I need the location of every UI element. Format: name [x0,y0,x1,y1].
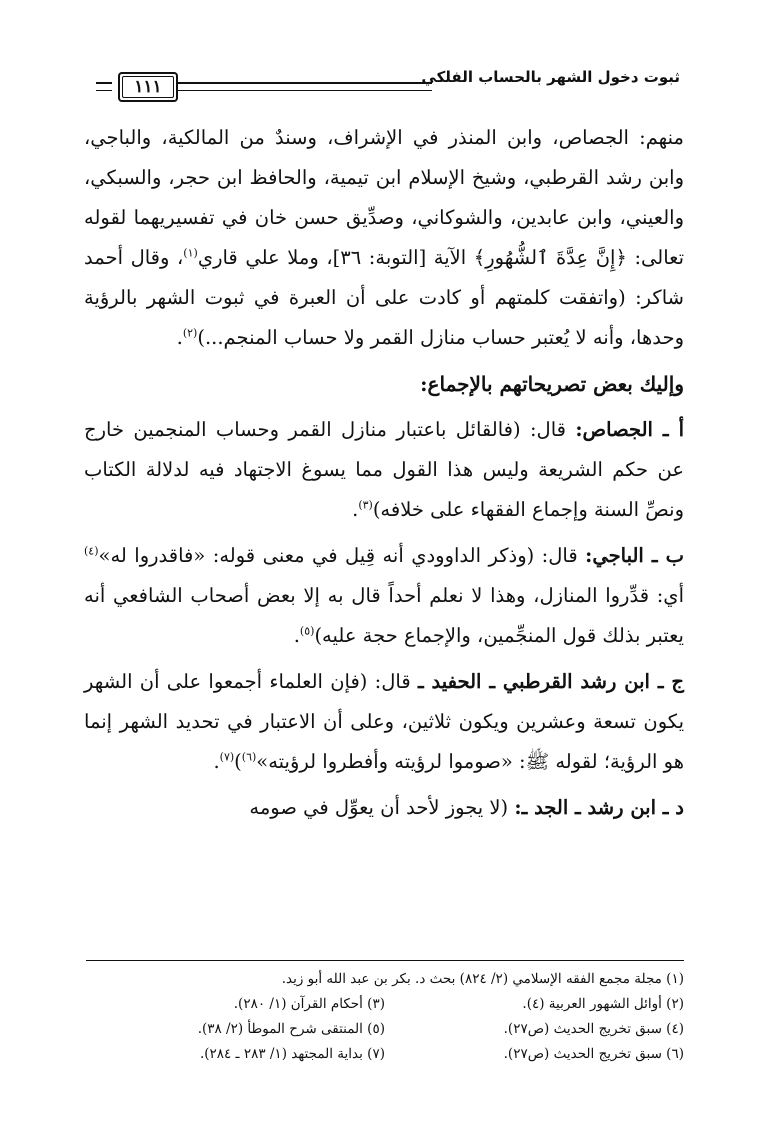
paragraph-a [84,410,684,530]
item-text-2: ) [234,750,242,773]
footnote-ref: (٦) [241,750,257,764]
section-heading: وإليك بعض تصريحاتهم بالإجماع: [420,372,684,396]
footnote-row [86,967,684,992]
footnote-ref: (٣) [358,498,373,512]
punct: . [352,498,359,521]
paragraph-d [84,788,684,828]
page-header [96,60,680,108]
footnote-2: (٢) أوائل الشهور العربية (٤). [522,996,684,1012]
footnote-5: (٥) المنتقى شرح الموطأ (٢/ ٣٨). [197,1021,385,1037]
punct: . [293,624,300,647]
footnote-6: (٦) سبق تخريج الحديث (ص٢٧). [503,1046,684,1062]
footnotes [86,960,684,1067]
footnote-7: (٧) بداية المجتهد (١/ ٢٨٣ ـ ٢٨٤). [199,1046,385,1062]
item-text: قال: (فإن العلماء أجمعوا على أن الشهر يكون تسعة وعشرين ويكون ثلاثين، وعلى أن الاعتبار في تحديد الشهر إنما هو الرؤية؛ لقوله ﷺ: «صوموا لرؤيته وأفطروا لرؤيته» [84,670,684,773]
item-label: ب ـ الباجي: [585,544,684,567]
footnote-ref: (٤) [84,544,99,558]
item-text: (لا يجوز لأحد أن يعوِّل في صومه [249,796,515,819]
item-label: ج ـ ابن رشد القرطبي ـ الحفيد ـ [417,670,685,693]
paragraph-c [84,662,684,782]
footnote-ref: (١) [183,246,198,260]
intro-text: منهم: الجصاص، وابن المنذر في الإشراف، وسندٌ من المالكية، والباجي، وابن رشد القرطبي، وشيخ الإسلام ابن تيمية، والحافظ ابن حجر، والسبكي، والعيني، وابن عابدين، والشوكاني، وصدِّيق حسن خان في تفسيريهما لقوله تعالى: ﴿إِنَّ عِدَّةَ ٱلشُّهُورِ﴾ الآية [التوبة: ٣٦]، وملا علي قاري [84,126,684,269]
item-text-2: أي: قدِّروا المنازل، وهذا لا نعلم أحداً قال به إلا بعض أصحاب الشافعي أنه يعتبر بذلك قول المنجِّمين، والإجماع حجة عليه) [84,584,684,647]
item-text: قال: (وذكر الداوودي أنه قِيل في معنى قوله: «فاقدروا له» [98,544,586,567]
footnote-1: (١) مجلة مجمع الفقه الإسلامي (٢/ ٨٢٤) بحث د. بكر بن عبد الله أبو زيد. [281,971,684,987]
punct: . [176,326,183,349]
page-number: ١١١ [118,72,178,102]
footnote-ref: (٥) [299,624,315,638]
item-label: أ ـ الجصاص: [575,418,684,441]
footnote-row [86,1017,684,1042]
footnote-3: (٣) أحكام القرآن (١/ ٢٨٠). [233,996,385,1012]
paragraph-b [84,536,684,656]
footnote-ref: (٧) [219,750,235,764]
paragraph-intro [84,118,684,358]
punct: . [213,750,220,773]
footnote-4: (٤) سبق تخريج الحديث (ص٢٧). [503,1021,684,1037]
main-text [84,118,684,828]
footnote-row [86,992,684,1017]
running-title: ثبوت دخول الشهر بالحساب الفلكي [421,68,680,86]
item-text: قال: (فالقائل باعتبار منازل القمر وحساب المنجمين خارج عن حكم الشريعة وليس هذا القول مما يسوغ الاجتهاد فيه لدلالة الكتاب ونصِّ السنة وإجماع الفقهاء على خلافه) [84,418,684,521]
intro-text-2: ، وقال أحمد شاكر: (واتفقت كلمتهم أو كادت على أن العبرة في ثبوت الشهر بالرؤية وحدها، وأنه لا يُعتبر حساب منازل القمر ولا حساب المنجم...) [84,246,684,349]
header-rule-left [96,82,112,91]
footnote-row [86,1042,684,1067]
header-rule [176,82,432,91]
footnote-ref: (٢) [182,326,198,340]
item-label: د ـ ابن رشد ـ الجد ـ: [514,796,684,819]
